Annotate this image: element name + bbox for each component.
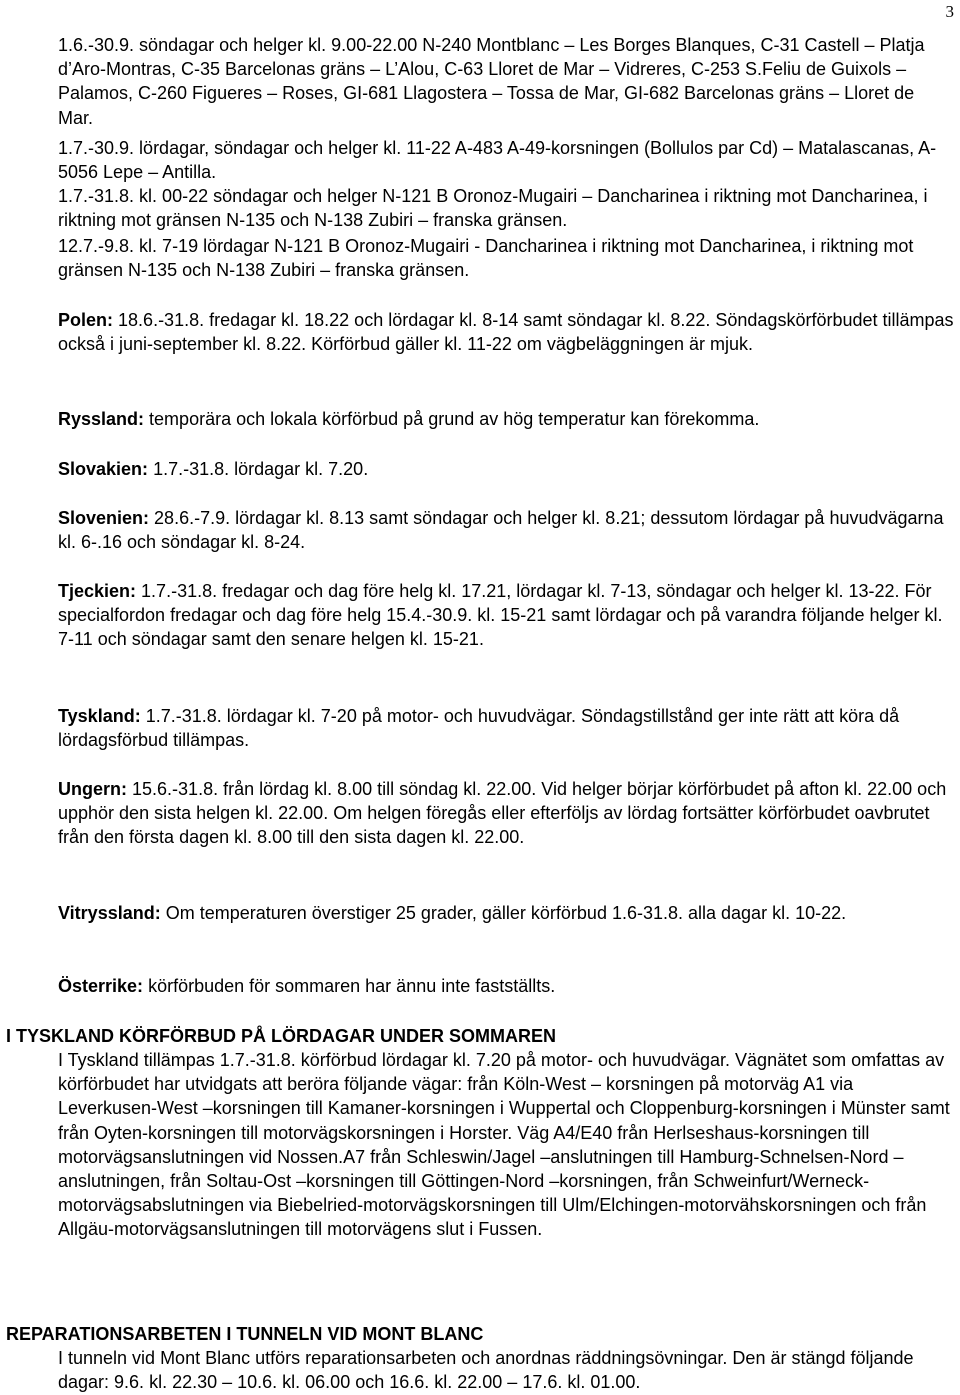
spain-entry-2: 1.7.-30.9. lördagar, söndagar och helger kl. 11-22 A-483 A-49-korsningen (Bollulos par Cd) – Matalascanas, A-5056 Lepe – Antilla. (58, 138, 937, 183)
country-slovenia (58, 506, 954, 554)
country-text: 1.7.-31.8. fredagar och dag före helg kl. 17.21, lördagar kl. 7-13, söndagar och helger kl. 13-22. För specialfordon fredagar och dag före helg 15.4.-30.9. kl. 15-21 samt lördagar och på varandra följande helger kl. 7-11 och söndagar samt den senare helgen kl. 15-21. (58, 581, 943, 650)
country-text: Om temperaturen överstiger 25 grader, gäller körförbud 1.6-31.8. alla dagar kl. 10-22. (165, 903, 847, 923)
country-text: 1.7.-31.8. lördagar kl. 7-20 på motor- och huvudvägar. Söndagstillstånd ger inte rätt att köra då lördagsförbud tillämpas. (58, 706, 900, 751)
country-label: Ungern: (58, 779, 127, 799)
section-tunnel-title: REPARATIONSARBETEN I TUNNELN VID MONT BLANC (6, 1324, 484, 1344)
country-label: Vitryssland: (58, 903, 161, 923)
section-tunnel-body: I tunneln vid Mont Blanc utförs reparationsarbeten och anordnas räddningsövningar. Den är stängd följande dagar: 9.6. kl. 22.30 – 10.6. kl. 06.00 och 16.6. kl. 22.00 – 17.6. kl. 01.00. (58, 1348, 914, 1393)
country-czechia (58, 579, 954, 652)
country-austria (58, 974, 954, 998)
country-label: Tjeckien: (58, 581, 137, 601)
country-label: Österrike: (58, 976, 144, 996)
spain-entry-1: 1.6.-30.9. söndagar och helger kl. 9.00-22.00 N-240 Montblanc – Les Borges Blanques, C-31 Castell – Platja d’Aro-Montras, C-35 Barcelonas gräns – L’Alou, C-63 Lloret de Mar – Vidreres, C-253 S.Feliu de Guixols – Palamos, C-260 Figueres – Roses, GI-681 Llagostera – Tossa de Mar, GI-682 Barcelonas gräns – Lloret de Mar. (58, 35, 925, 128)
country-text: 28.6.-7.9. lördagar kl. 8.13 samt söndagar och helger kl. 8.21; dessutom lördagar på huvudvägarna kl. 6-.16 och söndagar kl. 8-24. (58, 508, 944, 553)
country-text: 15.6.-31.8. från lördag kl. 8.00 till söndag kl. 22.00. Vid helger börjar körförbudet på afton kl. 22.00 och upphör den sista helgen kl. 22.00. Om helgen föregås eller efterföljs av lördag fortsätter körförbudet oavbrutet från den första dagen kl. 8.00 till den sista dagen kl. 22.00. (58, 779, 947, 848)
section-germany-body: I Tyskland tillämpas 1.7.-31.8. körförbud lördagar kl. 7.20 på motor- och huvudvägar. Vägnätet som omfattas av körförbudet har utvidgats att beröra följande vägar: från Köln-West – korsningen på motorväg A1 via Leverkusen-West –korsningen till Kamaner-korsningen i Wuppertal och Cloppenburg-korsningen i Münster samt från Oyten-korsningen till motorvägskorsningen i Horster. Väg A4/E40 från Herlseshaus-korsningen till motorvägsanslutningen vid Nossen.A7 från Schleswin/Jagel –anslutningen till Hamburg-Schnelsen-Nord –anslutningen, från Soltau-Ost –korsningen till Göttingen-Nord –korsningen, från Schweinfurt/Werneck-motorvägsabslutningen via Biebelried-motorvägskorsningen till Ulm/Elchingen-motorvähskorsningen och från Allgäu-motorvägsanslutningen till motorvägens slut i Fussen. (58, 1050, 950, 1240)
country-label: Slovakien: (58, 459, 149, 479)
spain-entry-3: 1.7.-31.8. kl. 00-22 söndagar och helger N-121 B Oronoz-Mugairi – Dancharinea i riktning mot Dancharinea, i riktning mot gränsen N-135 och N-138 Zubiri – franska gränsen. (58, 186, 928, 231)
country-belarus (58, 901, 954, 925)
page-number: 3 (945, 2, 954, 21)
country-text: 18.6.-31.8. fredagar kl. 18.22 och lördagar kl. 8-14 samt söndagar kl. 8.22. Söndagskörförbudet tillämpas också i juni-september kl. 8.22. Körförbud gäller kl. 11-22 om vägbeläggningen är mjuk. (58, 310, 954, 355)
country-hungary (58, 777, 954, 850)
country-label: Tyskland: (58, 706, 141, 726)
spain-entry-4: 12.7.-9.8. kl. 7-19 lördagar N-121 B Oronoz-Mugairi - Dancharinea i riktning mot Dancharinea, i riktning mot gränsen N-135 och N-138 Zubiri – franska gränsen. (58, 236, 914, 281)
country-russia (58, 407, 954, 431)
country-germany (58, 704, 954, 752)
country-text: 1.7.-31.8. lördagar kl. 7.20. (153, 459, 369, 479)
country-text: temporära och lokala körförbud på grund av hög temperatur kan förekomma. (149, 409, 760, 429)
country-label: Polen: (58, 310, 114, 330)
country-slovakia (58, 457, 954, 481)
country-label: Ryssland: (58, 409, 145, 429)
section-germany-title: I TYSKLAND KÖRFÖRBUD PÅ LÖRDAGAR UNDER SOMMAREN (6, 1026, 556, 1046)
country-label: Slovenien: (58, 508, 150, 528)
country-poland (58, 308, 954, 356)
country-text: körförbuden för sommaren har ännu inte fastställts. (148, 976, 556, 996)
